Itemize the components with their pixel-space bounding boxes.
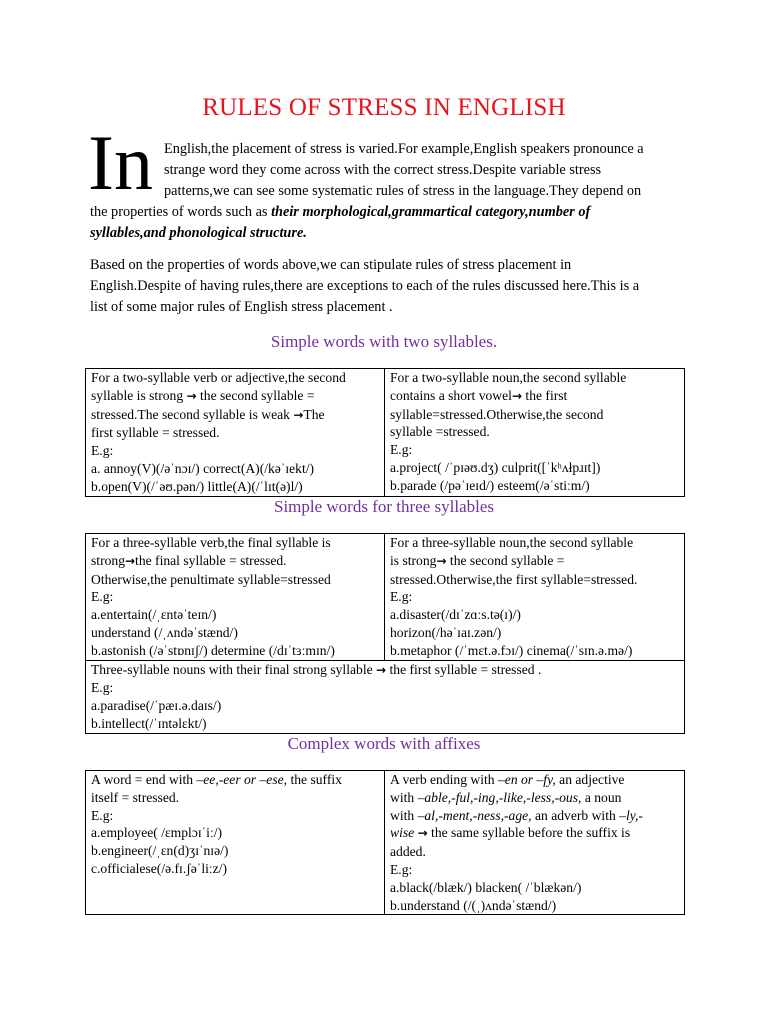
rule-text: the first [522,387,568,403]
affixes-table [85,770,685,915]
rule-line [91,661,679,680]
rule-line: syllable=stressed.Otherwise,the second [390,406,604,422]
example-line: b.astonish (/əˈstɒnɪʃ/) determine (/dɪˈtɜːmɪn/) [91,642,335,658]
suffix-list: wise [390,825,415,841]
page-title: RULES OF STRESS IN ENGLISH [202,94,566,121]
arrow-right-icon: → [293,407,304,422]
rule-text: the same syllable before the suffix is [427,825,631,841]
example-line: b.intellect(/ˈɪntəlɛkt/) [91,715,207,731]
rule-line: first syllable = stressed. [91,425,220,441]
rule-line [390,789,679,807]
suffix-stressed-rule-cell [86,771,385,915]
intro-paragraph [90,139,680,244]
rule-line [390,387,679,406]
rule-line [91,387,379,406]
rule-text: strong [91,552,125,568]
paragraph-line: Based on the properties of words above,we can stipulate rules of stress placement in [90,257,572,273]
example-line: b.metaphor (/ˈmɛt.ə.fɔɪ/) cinema(/ˈsɪn.ə.mə/) [390,642,633,658]
suffix-list: –ee,-eer or –ese, [196,772,288,787]
example-label: E.g: [91,807,114,823]
intro-line: patterns,we can see some systematic rules of stress in the language.They depend on [164,183,642,199]
suffix-list: –al,-ment,-ness,-age, [417,807,532,823]
rule-text: the first syllable = stressed . [386,661,542,677]
intro-line [90,202,680,223]
example-label: E.g: [390,442,413,458]
rule-line: added. [390,844,426,860]
example-line: a.disaster(/dɪˈzɑːs.tə(ɪ)/) [390,607,521,623]
arrow-right-icon: → [436,553,447,568]
rule-line: For a three-syllable noun,the second syllable [390,535,634,550]
rule-line [390,807,679,825]
example-line: a.paradise(/ˈpæɪ.ə.daɪs/) [91,698,222,714]
intro-line: English,the placement of stress is varied.For example,English speakers pronounce a [164,141,644,157]
noun-rule-cell [385,534,685,661]
rule-line: For a two-syllable noun,the second syllable [390,370,627,385]
second-paragraph [90,255,680,318]
paragraph-line: list of some major rules of English stress placement . [90,299,393,315]
rule-text: syllable is strong [91,387,187,403]
rule-text: with [390,807,418,823]
rule-text: A word = end with [91,772,197,787]
rule-text: The [303,406,325,422]
example-label: E.g: [390,589,413,605]
rule-text: an adverb with [531,807,620,823]
verb-adjective-rule-cell [86,369,385,497]
rule-text: is strong [390,552,437,568]
arrow-right-icon: → [376,662,387,677]
intro-line: strange word they come across with the correct stress.Despite variable stress [164,162,602,178]
rule-text: the suffix [287,772,342,787]
rule-line [91,406,379,425]
arrow-right-icon: → [186,388,197,403]
arrow-right-icon: → [124,553,136,568]
example-line: a.employee( /ɛmplɔɪˈiː/) [91,825,223,841]
arrow-right-icon: → [417,826,428,841]
rule-text: an adjective [555,772,625,787]
rule-text: a noun [581,789,622,805]
strong-final-noun-rule-cell [86,660,685,733]
rule-line [390,552,679,571]
rule-text: stressed.The second syllable is weak [91,406,294,422]
example-label: E.g: [91,443,114,459]
section-heading-three-syllables: Simple words for three syllables [273,497,494,516]
rule-line: For a three-syllable verb,the final syllable is [91,535,331,550]
example-line: a.project( /ˈpɪəʊ.dʒ) culprit([ˈkʰʌłpɹɪt]) [390,459,601,475]
intro-emphasis: syllables,and phonological structure. [90,225,307,241]
example-line: understand (/ˌʌndəˈstænd/) [91,624,238,640]
example-line: b.engineer(/ˌɛn(d)ʒɪˈnɪə/) [91,843,229,859]
two-syllable-table [85,368,685,497]
three-syllable-table [85,533,685,734]
rule-text: Three-syllable nouns with their final strong syllable [91,661,377,677]
section-heading-affixes: Complex words with affixes [287,734,481,753]
rule-line: For a two-syllable verb or adjective,the second [91,370,346,385]
noun-rule-cell [385,369,685,497]
rule-text: A verb ending with [390,772,498,787]
intro-text: the properties of words such as [90,204,272,220]
rule-line: itself = stressed. [91,789,180,805]
example-line: c.officialese(/ə.fɪ.ʃəˈliːz/) [91,860,227,876]
verb-rule-cell [86,534,385,661]
example-line: a. annoy(V)(/əˈnɔɪ/) correct(A)(/kəˈɪekt/) [91,460,315,476]
suffix-list: –able,-ful,-ing,-like,-less,-ous, [417,789,582,805]
rule-text: contains a short vowel [390,387,512,403]
example-line: a.entertain(/ˌɛntəˈteɪn/) [91,607,217,623]
suffix-list: –en or –fy, [497,772,556,787]
paragraph-line: English.Despite of having rules,there are exceptions to each of the rules discussed here.This is a [90,278,640,294]
example-label: E.g: [91,589,114,605]
rule-line [91,552,379,571]
arrow-right-icon: → [511,388,523,403]
rule-line: stressed.Otherwise,the first syllable=stressed. [390,571,638,587]
example-line: a.black(/blæk/) blacken( /ˈblækən/) [390,879,582,895]
rule-line: Otherwise,the penultimate syllable=stressed [91,571,331,587]
example-label: E.g: [91,680,114,696]
section-heading-two-syllables: Simple words with two syllables. [270,332,498,351]
drop-cap: In [88,119,153,206]
example-label: E.g: [390,861,413,877]
suffix-unchanged-rule-cell [385,771,685,915]
rule-line [390,824,679,843]
rule-line [390,771,679,789]
example-line: b.understand (/(ˌ)ʌndəˈstænd/) [390,897,557,913]
example-line: horizon(/həˈɪaɪ.zən/) [390,624,502,640]
rule-text: with [390,789,418,805]
rule-line: syllable =stressed. [390,424,490,440]
rule-text: the second syllable = [196,387,315,403]
rule-line [91,771,379,789]
rule-text: the second syllable = [446,552,565,568]
example-line: b.parade (/pəˈɪeɪd/) esteem(/əˈstiːm/) [390,477,590,493]
example-line: b.open(V)(/ˈəʊ.pən/) little(A)(/ˈlɪt(ə)l/) [91,478,303,494]
suffix-list: –ly,- [619,807,643,823]
intro-emphasis: their morphological,grammartical category,number of [271,204,591,220]
rule-text: the final syllable = stressed. [135,552,287,568]
